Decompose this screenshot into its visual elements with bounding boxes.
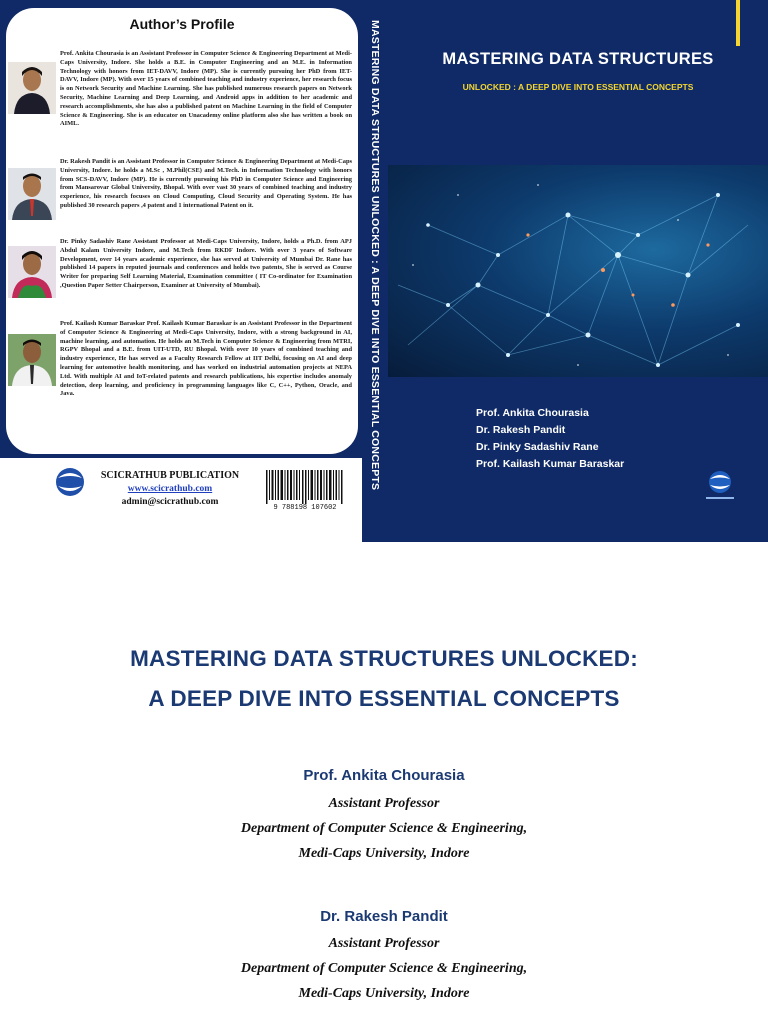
- title-page-author-1-position: Assistant Professor: [328, 796, 440, 811]
- author-photo-3: [8, 246, 56, 298]
- publisher-name: SCICRATHUB PUBLICATION: [100, 470, 240, 481]
- front-cover-authors: [476, 405, 624, 473]
- front-cover: [388, 0, 768, 542]
- author-profile-title: Author’s Profile: [129, 16, 235, 32]
- front-author-4: Prof. Kailash Kumar Baraskar: [476, 458, 625, 470]
- front-author-2: Dr. Rakesh Pandit: [476, 424, 566, 436]
- spine-title: MASTERING DATA STRUCTURES UNLOCKED : A DEEP DIVE INTO ESSENTIAL CONCEPTS: [369, 20, 381, 491]
- title-page-author-2-name: Dr. Rakesh Pandit: [320, 908, 448, 925]
- title-page-heading-line2: A DEEP DIVE INTO ESSENTIAL CONCEPTS: [148, 686, 620, 711]
- isbn-barcode: [262, 468, 348, 518]
- publisher-website-link[interactable]: www.scicrathub.com: [127, 484, 213, 494]
- author-bio-4: Prof. Kailash Kumar Baraskar Prof. Kailash Kumar Baraskar is an Assistant Professor in the Department of Computer Science & Engineering at Medi-Caps University, Indore, with a strong background in AI, machine learning, and automation. He holds an M.Tech in Computer Science & Engineering from MTRI, RGPV Bhopal and a B.E. from UIT-UTD, RU Bhopal. With over 10 years of combined teaching and industry experience, He has served as a Faculty Research Fellow at IIT Delhi, focusing on AI and deep learning for automotive health monitoring, and has worked on industrial automation projects at NEPA Ltd. With multiple AI and IoT-related patents and research publications, his expertise includes anomaly detection, deep learning, and proficiency in programming languages like C, C++, Python, Oracle, and Java.: [60, 320, 352, 398]
- publisher-logo-icon: [40, 464, 100, 514]
- title-page-author-2-department: Department of Computer Science & Engineering,: [240, 961, 528, 976]
- author-photo-4: [8, 334, 56, 386]
- author-bio-2: Dr. Rakesh Pandit is an Assistant Professor in Computer Science & Engineering Department at Medi-Caps University, Indore. he holds a M.Sc , M.Phil(CSE) and M.Tech. in Information Technology with honors from SCS-DAVV, Indore (MP). He is currently pursuing his PhD in Computer Science and Engineering from Mansarovar Global University, Bhopal. With over vast 30 years of combined teaching and industry experience, his research focuses on Cloud Computing, Cloud Security and Operating System. He has published 30 research papers ,4 patent and 1 international Patent on it.: [60, 158, 352, 209]
- accent-line: [736, 0, 740, 46]
- title-page-author-2-position: Assistant Professor: [328, 936, 440, 951]
- title-page-heading-line1: MASTERING DATA STRUCTURES UNLOCKED:: [130, 646, 638, 671]
- author-photo-1: [8, 62, 56, 114]
- front-cover-subtitle: UNLOCKED : A DEEP DIVE INTO ESSENTIAL CONCEPTS: [462, 82, 694, 92]
- author-photo-2: [8, 168, 56, 220]
- barcode-icon: [262, 468, 348, 504]
- network-graphic-icon: [388, 165, 768, 377]
- publisher-logo-icon-front: [700, 466, 740, 506]
- network-illustration: [388, 165, 768, 377]
- title-page-author-1-department: Department of Computer Science & Engineering,: [240, 821, 528, 836]
- isbn-number: 9 788198 107602: [273, 504, 337, 512]
- author-bio-3: Dr. Pinky Sadashiv Rane Assistant Professor at Medi-Caps University, Indore, holds a Ph.D. from APJ Abdul Kalam University Indore, and M.Tech from RKDF Indore. With over 3 years of Software Development, over 14 years academic experience, she has served at University of Mumbai Dr. Rane has published 14 papers in reputed journals and conferences and holds two patents, She is served as Course Writer for preparing Self Learning Material, Examination committee ( IT Co-ordinator for Examination ,Question Paper Setter Chairperson, Examiner at University of Mumbai).: [60, 238, 352, 289]
- title-page-author-1-name: Prof. Ankita Chourasia: [303, 767, 465, 784]
- front-author-3: Dr. Pinky Sadashiv Rane: [476, 441, 599, 453]
- front-author-1: Prof. Ankita Chourasia: [476, 407, 589, 419]
- title-page-author-2-university: Medi-Caps University, Indore: [298, 986, 470, 1001]
- author-bio-1: Prof. Ankita Chourasia is an Assistant Professor in Computer Science & Engineering Department at Medi-Caps University, Indore. She holds a B.E. in Computer Engineering and an M.E. in Information Technology with honors from IET-DAVV, Indore (MP). She is currently pursuing her PhD from IET-DAVV, Indore (MP). With over 15 years of combined teaching and industry experience, her research focus is on Network Security and Machine Learning. She has published numerous research papers on Network Security, Machine Learning and Deep Learning, and Android apps in addition to her academic and research accomplishments, she has also a published patent on Machine Learning in the field of Computer Science & Engineering. She is an educator on Unacademy online platform also she has written a book on AIML.: [60, 50, 352, 128]
- front-cover-title: MASTERING DATA STRUCTURES: [442, 50, 714, 68]
- author-profile-panel: [6, 8, 358, 454]
- publisher-email: admin@scicrathub.com: [121, 497, 219, 507]
- book-spine: [362, 0, 388, 542]
- title-page-author-1-university: Medi-Caps University, Indore: [298, 846, 470, 861]
